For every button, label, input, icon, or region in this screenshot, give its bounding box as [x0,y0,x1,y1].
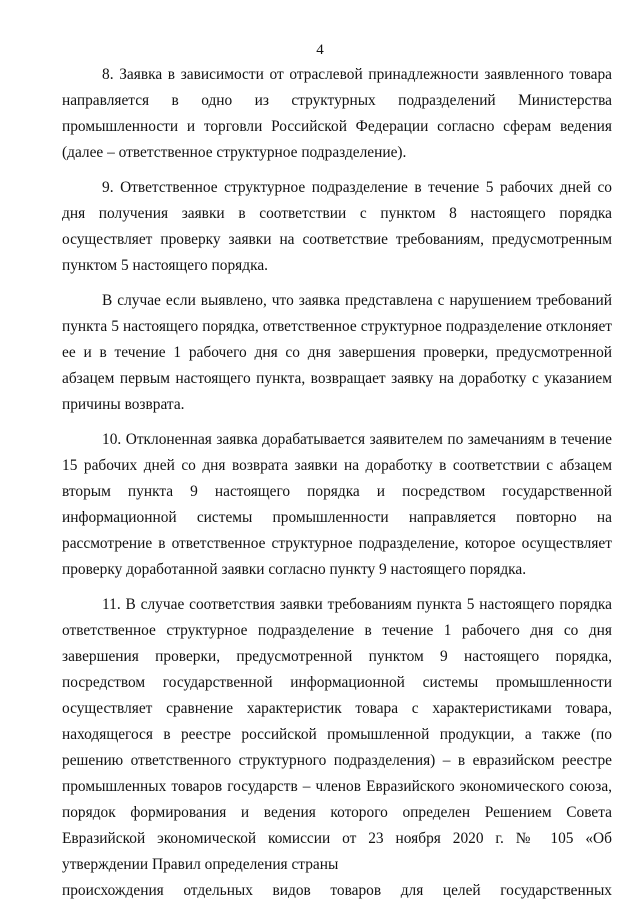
paragraph-11-continuation [62,878,612,904]
paragraph-10: 10. Отклоненная заявка дорабатывается заявителем по замечаниям в течение 15 рабочих дней со дня возврата заявки на доработку в соответствии с абзацем вторым пункта 9 настоящего порядка и посредством государственной информационной системы промышленности направляется повторно на рассмотрение в ответственное структурное подразделение, которое осуществляет проверку доработанной заявки согласно пункту 9 настоящего порядка. [62,431,612,578]
paragraph-9: 9. Ответственное структурное подразделение в течение 5 рабочих дней со дня получения заявки в соответствии с пунктом 8 настоящего порядка осуществляет проверку заявки на соответствие требованиям, предусмотренным пунктом 5 настоящего порядка. [62,179,612,274]
document-body [62,62,612,904]
paragraph-11: 11. В случае соответствия заявки требованиям пункта 5 настоящего порядка ответственное структурное подразделение в течение 1 рабочего дня со дня завершения проверки, предусмотренной пунктом 9 настоящего порядка, посредством государственной информационной системы промышленности осуществляет сравнение характеристик товара с характеристиками товара, находящегося в реестре российской промышленной продукции, а также (по решению ответственного структурного подразделения) – в евразийском реестре промышленных товаров государств – членов Евразийского экономического союза, порядок формирования и ведения которого определен Решением Совета Евразийской экономической комиссии от 23 ноября 2020 г. № 105 «Об утверждении Правил определения страны [62,596,612,873]
paragraph-9-second-clause: В случае если выявлено, что заявка представлена с нарушением требований пункта 5 настоящего порядка, ответственное структурное подразделение отклоняет ее и в течение 1 рабочего дня со дня завершения проверки, предусмотренной абзацем первым настоящего пункта, возвращает заявку на доработку с указанием причины возврата. [62,292,612,413]
paragraph-11-last-line: происхождения отдельных видов товаров для целей государственных [62,882,612,899]
paragraph-8: 8. Заявка в зависимости от отраслевой принадлежности заявленного товара направляется в одно из структурных подразделений Министерства промышленности и торговли Российской Федерации согласно сферам ведения (далее – ответственное структурное подразделение). [62,66,612,161]
page-number: 4 [316,42,324,58]
